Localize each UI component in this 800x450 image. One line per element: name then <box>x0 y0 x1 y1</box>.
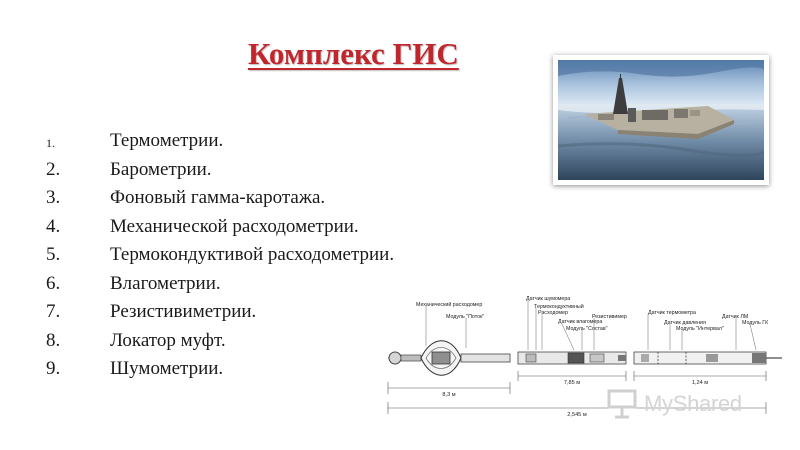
tool-module-sostav <box>518 352 626 364</box>
oil-platform-photo <box>553 55 769 185</box>
label-flowmeter: Расходомер <box>538 310 568 316</box>
item-text: Влагометрии. <box>110 272 221 294</box>
label-thermo-flowmeter: Термокондуктивный <box>534 304 584 310</box>
tool-module-interval <box>634 352 782 364</box>
item-text: Локатор муфт. <box>110 329 226 351</box>
item-number: 5. <box>46 244 61 265</box>
myshared-watermark <box>606 388 776 422</box>
item-text: Термокондуктивой расходометрии. <box>110 244 395 265</box>
item-number: 8. <box>46 329 61 351</box>
item-number: 7. <box>46 301 61 322</box>
item-text: Шумометрии. <box>110 358 224 379</box>
slide-title: Комплекс ГИС <box>248 36 459 71</box>
item-text: Механической расходометрии. <box>110 215 359 237</box>
presentation-icon <box>606 388 640 420</box>
label-thermo-sensor: Датчик термометра <box>648 310 696 316</box>
item-text: Резистивиметрии. <box>110 301 257 322</box>
dim-d2: 7,85 м <box>563 380 581 386</box>
item-number: 9. <box>46 358 61 379</box>
watermark-text: MyShared <box>644 391 742 416</box>
photo-image <box>558 60 764 180</box>
item-text: Фоновый гамма-каротажа. <box>110 187 326 208</box>
label-pressure-sensor: Датчик давления <box>664 320 706 326</box>
dim-d3: 1,24 м <box>691 380 709 386</box>
item-number: 2. <box>46 158 61 180</box>
dim-d1: 8,3 м <box>442 392 456 398</box>
item-number: 4. <box>46 215 61 237</box>
label-moisture-sensor: Датчик влагомера <box>558 319 603 325</box>
label-resistivity: Резистивимер <box>592 314 627 320</box>
label-module-potok: Модуль "Поток" <box>446 314 485 320</box>
label-noise-sensor: Датчик шумомера <box>526 296 571 302</box>
label-mech-flowmeter: Механический расходомер <box>416 302 483 308</box>
label-lm-sensor: Датчик ЛМ <box>722 314 749 320</box>
dim-total: 2,545 м <box>567 412 587 418</box>
item-text: Барометрии. <box>110 158 212 180</box>
label-module-gk: Модуль ГК <box>742 320 769 326</box>
item-text: Термометрии. <box>110 130 224 151</box>
item-number: 3. <box>46 187 61 208</box>
item-number: 1. <box>46 136 55 150</box>
label-module-sostav: Модуль "Состав" <box>566 326 608 332</box>
label-module-interval: Модуль "Интервал" <box>676 326 724 332</box>
item-number: 6. <box>46 272 61 294</box>
tool-module-potok <box>388 341 510 376</box>
